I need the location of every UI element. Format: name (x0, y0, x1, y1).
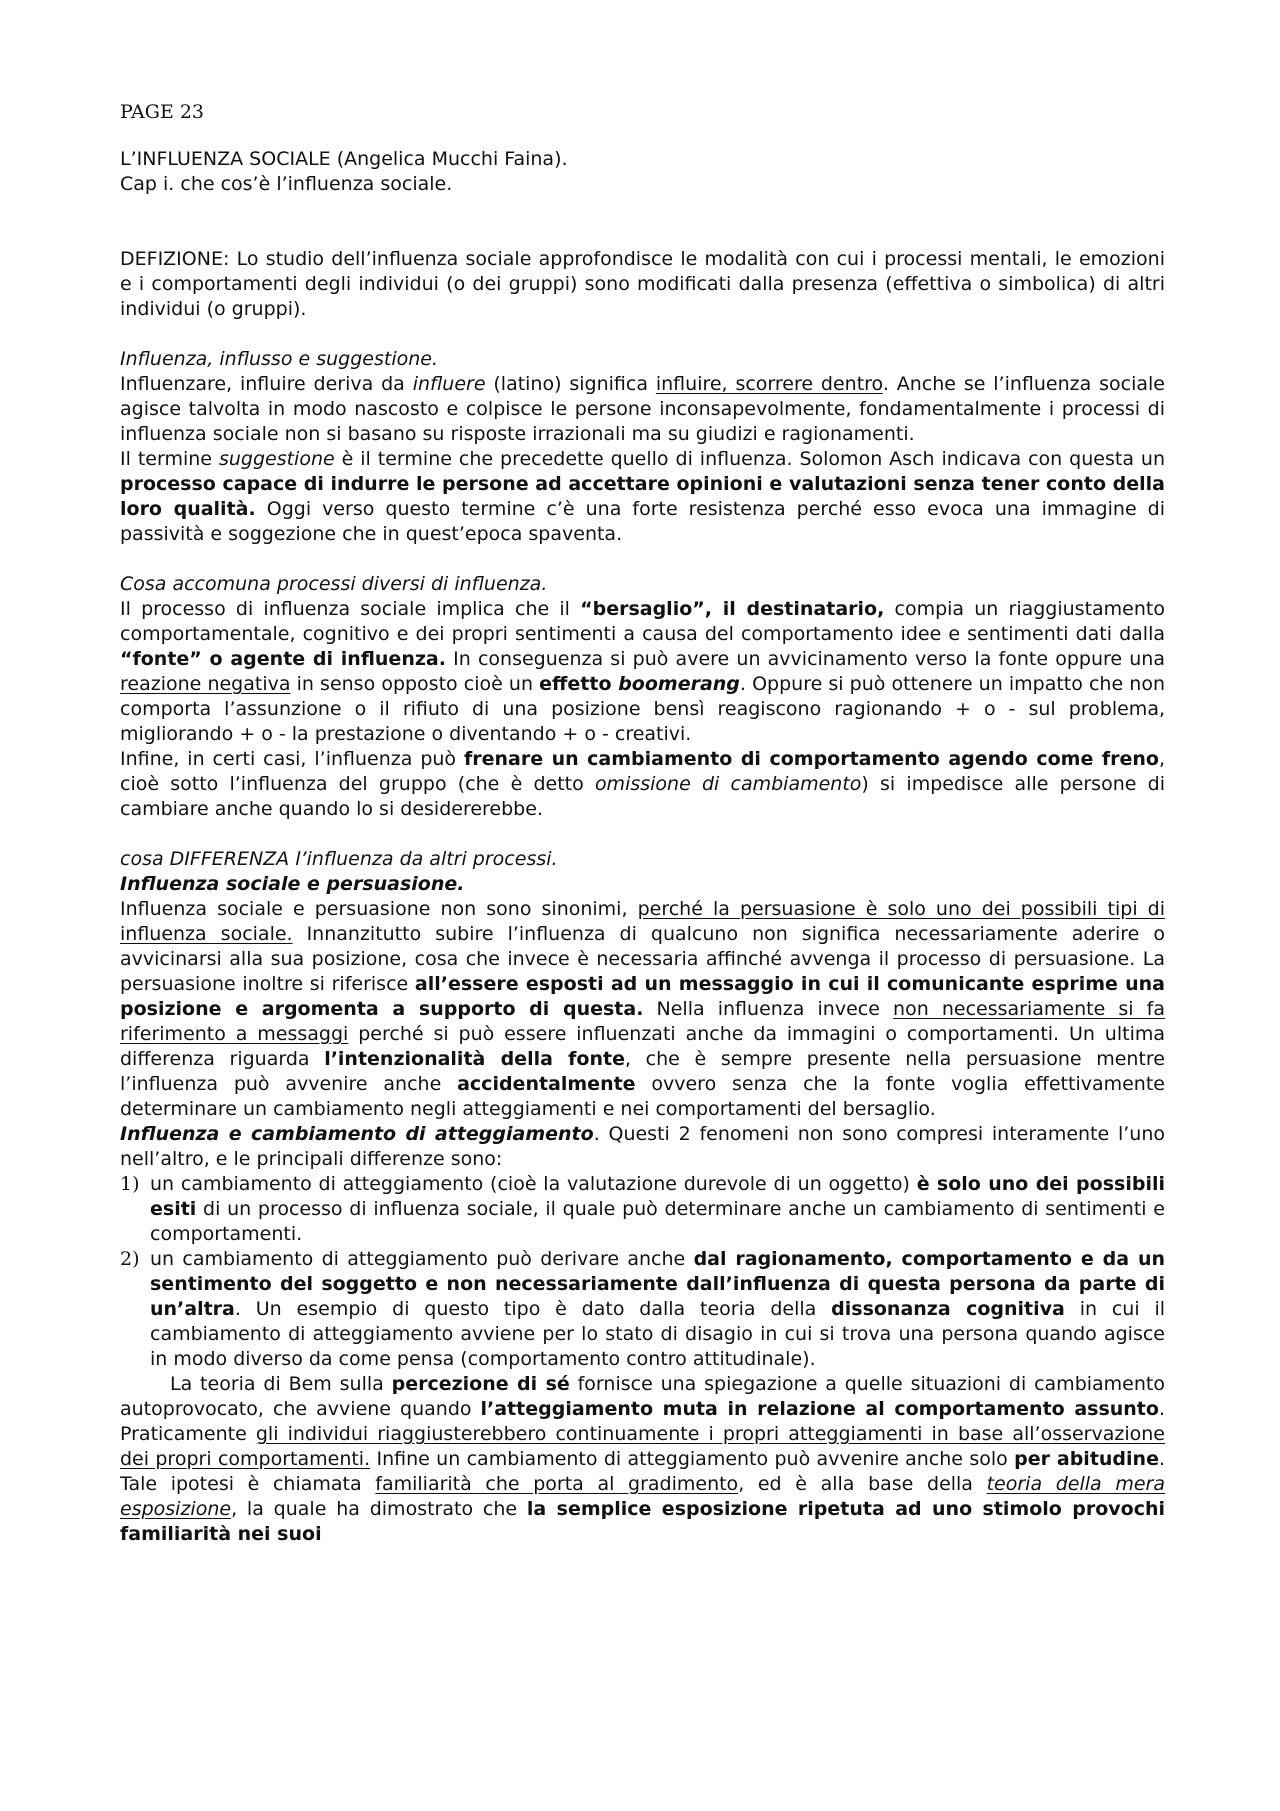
list-item: 2) un cambiamento di atteggiamento può derivare anche dal ragionamento, comportamento e da un sentimento del soggetto e non necessariamente dall’influenza di questa persona da parte di un’altra. Un esempio di questo tipo è dato dalla teoria della dissonanza cognitiva in cui il cambiamento di atteggiamento avviene per lo stato di disagio in cui si trova una persona quando agisce in modo diverso da come pensa (comportamento contro attitudinale). (120, 1248, 1166, 1370)
paragraph-processo: Il processo di influenza sociale implica che il “bersaglio”, il destinatario, compia un riaggiustamento comportamentale, cognitivo e dei propri sentimenti a causa del comportamento idee e sentimenti dati dalla “fonte” o agente di influenza. In conseguenza si può avere un avvicinamento verso la fonte oppure una reazione negativa in senso opposto cioè un effetto boomerang. Oppure si può ottenere un impatto che non comporta l’assunzione o il rifiuto di una posizione bensì reagiscono ragionando + o - sul problema, migliorando + o - la prestazione o diventando + o - creativi. (120, 598, 1165, 745)
paragraph-influenzare: Influenzare, influire deriva da influere (latino) significa influire, scorrere dentro. Anche se l’influenza sociale agisce talvolta in modo nascosto e colpisce le persone inconsapevolmente, fondamentalmente i processi di influenza sociale non si basano su risposte irrazionali ma su giudizi e ragionamenti. (120, 373, 1165, 445)
page-header: PAGE 23 (120, 101, 205, 123)
document-page (120, 100, 1165, 1547)
document-title: L’INFLUENZA SOCIALE (Angelica Mucchi Faina). (120, 148, 568, 170)
paragraph-suggestione: Il termine suggestione è il termine che precedette quello di influenza. Solomon Asch indicava con questa un processo capace di indurre le persone ad accettare opinioni e valutazioni senza tener conto della loro qualità. Oggi verso questo termine c’è una forte resistenza perché esso evoca una immagine di passività e soggezione che in quest’epoca spaventa. (120, 448, 1166, 545)
paragraph-atteggiamento: Influenza e cambiamento di atteggiamento. Questi 2 fenomeni non sono compresi interamente l’uno nell’altro, e le principali differenze sono: (120, 1123, 1165, 1170)
paragraph-persuasione: Influenza sociale e persuasione non sono sinonimi, perché la persuasione è solo uno dei possibili tipi di influenza sociale. Innanzitutto subire l’influenza di qualcuno non significa necessariamente aderire o avvicinarsi alla sua posizione, cosa che invece è necessaria affinché avvenga il processo di persuasione. La persuasione inoltre si riferisce all’essere esposti ad un messaggio in cui il comunicante esprime una posizione e argomenta a supporto di questa. Nella influenza invece non necessariamente si fa riferimento a messaggi perché si può essere influenzati anche da immagini o comportamenti. Un ultima differenza riguarda l’intenzionalità della fonte, che è sempre presente nella persuasione mentre l’influenza può avvenire anche accidentalmente ovvero senza che la fonte voglia effettivamente determinare un cambiamento negli atteggiamenti e nei comportamenti del bersaglio. (120, 898, 1166, 1120)
section-heading-influenza: Influenza, influsso e suggestione. (120, 348, 438, 370)
section-heading-accomuna: Cosa accomuna processi diversi di influenza. (120, 573, 548, 595)
paragraph-bem: La teoria di Bem sulla percezione di sé fornisce una spiegazione a quelle situazioni di cambiamento autoprovocato, che avviene quando l’atteggiamento muta in relazione al comportamento assunto. Praticamente gli individui riaggiusterebbero continuamente i propri atteggiamenti in base all’osservazione dei propri comportamenti. Infine un cambiamento di atteggiamento può avvenire anche solo per abitudine. Tale ipotesi è chiamata familiarità che porta al gradimento, ed è alla base della teoria della mera esposizione, la quale ha dimostrato che la semplice esposizione ripetuta ad uno stimolo provochi familiarità nei suoi (120, 1373, 1166, 1545)
paragraph-infine: Infine, in certi casi, l’influenza può frenare un cambiamento di comportamento agendo come freno, cioè sotto l’influenza del gruppo (che è detto omissione di cambiamento) si impedisce alle persone di cambiare anche quando lo si desidererebbe. (120, 748, 1165, 820)
list-item: 1) un cambiamento di atteggiamento (cioè la valutazione durevole di un oggetto) è solo uno dei possibili esiti di un processo di influenza sociale, il quale può determinare anche un cambiamento di sentimenti e comportamenti. (120, 1173, 1165, 1245)
title-block (120, 147, 1165, 197)
definition-paragraph: DEFIZIONE: Lo studio dell’influenza sociale approfondisce le modalità con cui i processi mentali, le emozioni e i comportamenti degli individui (o dei gruppi) sono modificati dalla presenza (effettiva o simbolica) di altri individui (o gruppi). (120, 248, 1165, 320)
chapter-title: Cap i. che cos’è l’influenza sociale. (120, 173, 453, 195)
section-heading-differenza: cosa DIFFERENZA l’influenza da altri processi. (120, 848, 558, 870)
differences-list (120, 1172, 1165, 1372)
subheading-persuasione: Influenza sociale e persuasione. (120, 873, 465, 895)
